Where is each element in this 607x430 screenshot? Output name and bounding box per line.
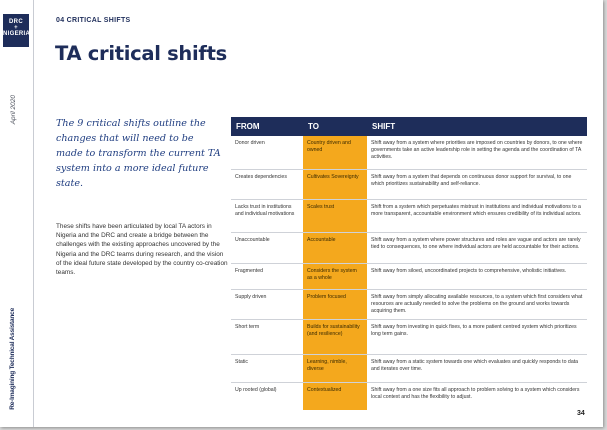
to-cell: Accountable xyxy=(303,233,367,264)
header-from: FROM xyxy=(231,117,303,136)
header-to: TO xyxy=(303,117,367,136)
to-cell: Builds for sustainability (and resilience) xyxy=(303,320,367,355)
critical-shifts-table xyxy=(231,117,587,410)
publication-date: April 2020 xyxy=(10,95,17,125)
from-cell: Supply driven xyxy=(231,290,303,320)
from-cell: Donor driven xyxy=(231,136,303,170)
from-cell: Fragmented xyxy=(231,264,303,290)
logo-line-2: NIGERIA xyxy=(3,31,31,37)
report-title-vertical: Re-Imagining Technical Assistance xyxy=(9,308,16,410)
table-row xyxy=(231,200,587,233)
from-cell: Short term xyxy=(231,320,303,355)
shift-cell: Shift away from a system where power structures and roles are vague and actors are rarely tied to consequences, to one where individual actors are held accountable for their actions. xyxy=(367,233,587,264)
shift-cell: Shift away from a system where priorities are imposed on countries by donors, to one where governments take an active leadership role in setting the agenda and the coordination of TA activities. xyxy=(367,136,587,170)
section-label: 04 CRITICAL SHIFTS xyxy=(56,17,131,24)
table-row xyxy=(231,264,587,290)
table-row xyxy=(231,290,587,320)
shift-cell: Shift from a system which perpetuates mistrust in institutions and individual motivations to a more transparent, accountable environment which ensures credibility of its individual actors. xyxy=(367,200,587,233)
shift-cell: Shift away from siloed, uncoordinated projects to comprehensive, wholistic initiatives. xyxy=(367,264,587,290)
shift-cell: Shift away from investing in quick fixes, to a more patient centred system which prioritizes long term gains. xyxy=(367,320,587,355)
logo-separator: + xyxy=(14,25,18,31)
from-cell: Creates dependencies xyxy=(231,170,303,200)
to-cell: Considers the system as a whole xyxy=(303,264,367,290)
shift-cell: Shift away from a one size fits all approach to problem solving to a system which considers local context and has the flexibility to adjust. xyxy=(371,387,580,400)
from-cell: Unaccountable xyxy=(231,233,303,264)
table-row xyxy=(231,320,587,355)
page-number: 34 xyxy=(577,410,585,417)
table-row xyxy=(231,383,587,411)
from-cell: Lacks trust in institutions and individual motivations xyxy=(231,200,303,233)
shift-cell: Shift away from a system that depends on continuous donor support for survival, to one which prioritizes sustainability and self-reliance. xyxy=(367,170,587,200)
to-cell: Country driven and owned xyxy=(303,136,367,170)
to-cell: Problem focused xyxy=(303,290,367,320)
to-cell: Contextualized xyxy=(303,383,367,411)
from-cell: Up rooted (global) xyxy=(235,387,277,393)
to-cell: Scales trust xyxy=(303,200,367,233)
drc-nigeria-logo xyxy=(3,14,29,47)
shift-cell: Shift away from a static system towards one which evaluates and quickly responds to data and iterates over time. xyxy=(367,355,587,383)
shift-cell: Shift away from simply allocating available resources, to a system which first considers what resources are actually needed to solve the problems on the ground and works towards acquiring them. xyxy=(367,290,587,320)
to-cell: Cultivates Sovereignty xyxy=(303,170,367,200)
sidebar xyxy=(0,0,34,427)
page-title: TA critical shifts xyxy=(55,42,227,65)
table-row xyxy=(231,136,587,170)
table-row xyxy=(231,233,587,264)
body-paragraph: These shifts have been articulated by local TA actors in Nigeria and the DRC and create a bridge between the challenges with the existing approaches uncovered by the Nigeria and the DRC teams during research, and the vision of the ideal future state developed by the country co-creation teams. xyxy=(56,223,228,277)
lead-paragraph: The 9 critical shifts outline the changes that will need to be made to transform the current TA system into a more ideal future state. xyxy=(56,118,221,189)
header-shift: SHIFT xyxy=(367,117,587,136)
table-header-row xyxy=(231,117,587,136)
table-row xyxy=(231,170,587,200)
to-cell: Learning, nimble, diverse xyxy=(303,355,367,383)
logo-line-1: DRC xyxy=(9,19,23,25)
table-row xyxy=(231,355,587,383)
from-cell: Static xyxy=(231,355,303,383)
